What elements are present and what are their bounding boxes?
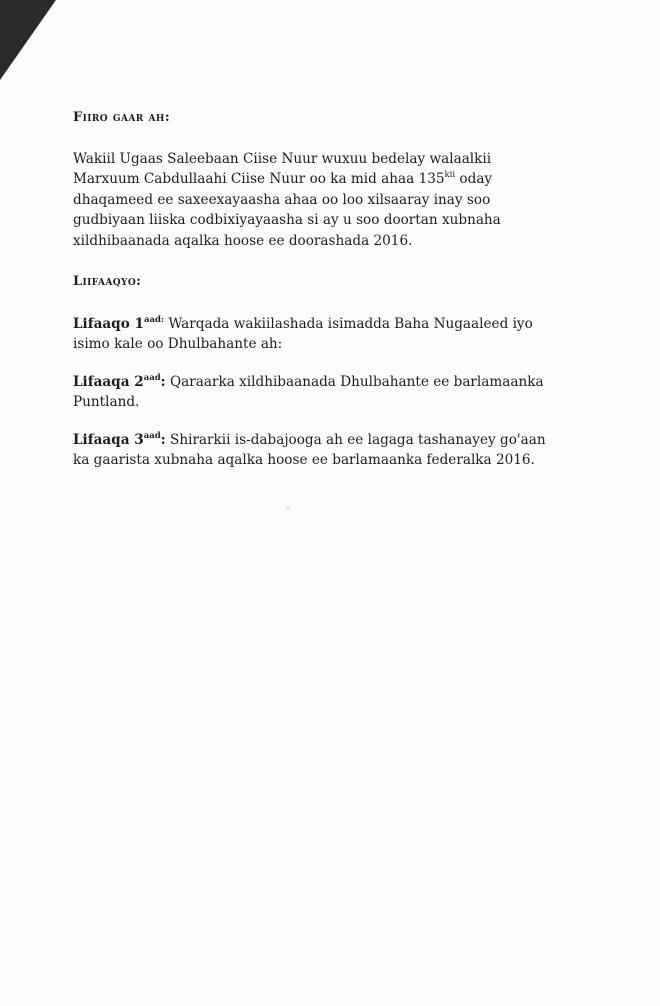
annex-label-colon: : [160, 373, 166, 390]
annex-label [73, 316, 164, 332]
annex-label-text: Lifaaqa 2 [73, 373, 144, 390]
annex-label [73, 432, 166, 448]
annex-label [73, 374, 166, 390]
scan-corner-shadow [0, 0, 56, 80]
annex-item-1 [73, 314, 553, 355]
annex-label-superscript: aad [143, 372, 161, 383]
note-text-start: Wakiil Ugaas Saleebaan Ciise Nuur wuxuu bedelay walaalkii Marxuum Cabdullaahi Ciise Nuur oo ka mid ahaa 135 [73, 150, 492, 187]
document-body [73, 108, 553, 488]
annex-label-text: Lifaaqa 3 [73, 431, 144, 448]
annex-item-2 [73, 372, 553, 413]
scan-speck [287, 508, 289, 509]
annex-label-text: Lifaaqo 1 [73, 315, 144, 332]
annexes-heading: Liifaaqyo: [73, 274, 142, 289]
note-text-end: oday dhaqameed ee saxeexayaasha ahaa oo loo xilsaaray inay soo gudbiyaan liiska codbixiyayaasha si ay u soo doortan xubnaha xildhibaanada aqalka hoose ee doorashada 2016. [73, 171, 501, 249]
annex-label-superscript: aad [143, 430, 161, 441]
annex-description: Warqada wakiilashada isimadda Baha Nugaaleed iyo isimo kale oo Dhulbahante ah: [73, 315, 533, 352]
annex-description: Shirarkii is-dabajooga ah ee lagaga tashanayey go'aan ka gaarista xubnaha aqalka hoose ee barlamaanka federalka 2016. [73, 431, 546, 468]
annex-description: Qaraarka xildhibaanada Dhulbahante ee barlamaanka Puntland. [73, 373, 544, 410]
ordinal-superscript: kii [444, 170, 456, 180]
note-paragraph [73, 149, 553, 252]
annex-label-superscript: aad: [143, 314, 165, 325]
annex-label-colon: : [160, 431, 166, 448]
annex-item-3 [73, 430, 553, 471]
note-heading: Fiiro gaar ah: [73, 110, 171, 125]
